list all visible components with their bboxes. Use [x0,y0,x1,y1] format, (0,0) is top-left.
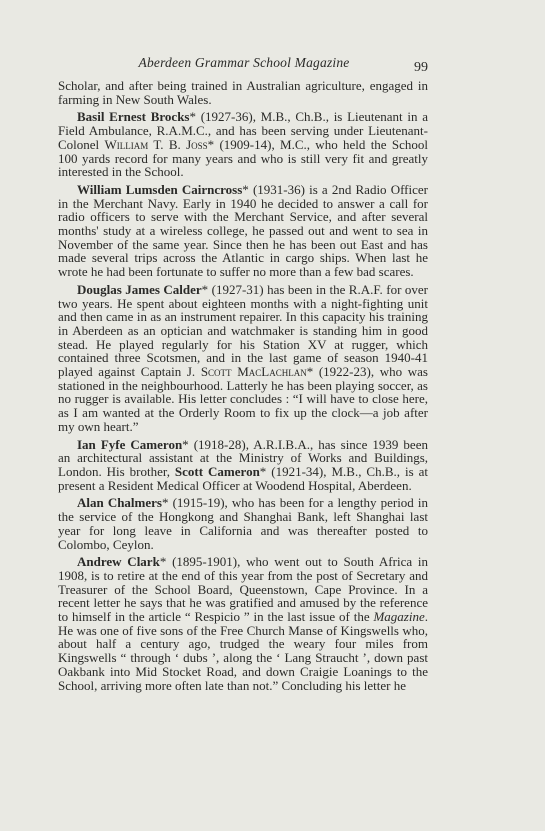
paragraph-text: . He was one of five sons of the Free Church Manse of Kingswells who, about half a century ago, trudged the weary four miles from Kingswells “ through ‘ dubs ’, along the ‘ Lang Straucht ’, down past Oakbank into Mid Stocket Road, and down Craigie Loanings to the School, arriving more often late than not.” Concluding his letter he [58,609,428,693]
paragraph-chalmers [58,496,428,551]
paragraph-text: Scholar, and after being trained in Australian agriculture, engaged in farming in New South Wales. [58,78,428,107]
paragraph-text: * (1918-28), A.R.I.B.A., has since 1939 been an architectural assistant at the Ministry of Works and Buildings, London. His brother, [58,436,428,479]
running-title: Aberdeen Grammar School Magazine [138,55,350,70]
paragraph-continuation [58,79,428,106]
person-name-small-caps: J. Scott MacLachlan [186,364,307,380]
paragraph-text: * (1895-1901), who went out to South Africa in 1908, is to retire at the end of this year from the post of Secretary and Treasurer of the School Board, Queenstown, Cape Province. In a recent letter he says that he was gratified and amused by the reference to himself in the article “ Respicio ” in the last issue of the [58,554,428,625]
paragraph-text: * (1927-31) has been in the R.A.F. for over two years. He spent about eighteen months with a night-fighting unit and then came in as an instrument repairer. In this capacity his training in Aberdeen as an optician and watchmaker is standing him in good stead. He played regularly for his Station XV at rugger, which contained three Scotsmen, and in the last game of season 1940-41 played against Captain [58,281,428,380]
paragraph-text: * (1915-19), who has been for a lengthy period in the service of the Hongkong and Shanghai Bank, left Shanghai last year for long leave in California and was thereafter posted to Colombo, Ceylon. [58,495,428,552]
paragraph-brocks [58,110,428,179]
publication-title: Magazine [373,609,425,625]
paragraph-calder [58,283,428,434]
person-name: William Lumsden Cairncross [77,181,243,197]
paragraph-text: * (1922-23), who was stationed in the neighbourhood. Latterly he has been playing soccer, as no rugger is available. His letter concludes : “I will have to close here, as I am wanted at the Orderly Room to fix up the clock—a job after my own heart.” [58,364,428,434]
paragraph-text: * (1927-36), M.B., Ch.B., is Lieutenant in a Field Ambulance, R.A.M.C., and has been serving under Lieutenant-Colonel [58,109,428,152]
person-name: Scott Cameron [174,463,260,479]
person-name: Ian Fyfe Cameron [77,436,183,452]
person-name: Basil Ernest Brocks [77,109,190,125]
paragraph-cameron [58,438,428,493]
page-number: 99 [414,60,428,75]
paragraph-cairncross [58,183,428,279]
person-name-small-caps: William T. B. Joss [104,136,208,152]
person-name: Andrew Clark [77,554,160,570]
paragraph-clark [58,555,428,692]
article-body [58,79,428,696]
person-name: Alan Chalmers [77,495,162,511]
paragraph-text: * (1931-36) is a 2nd Radio Officer in the Merchant Navy. Early in 1940 he decided to answer a call for radio officers to serve with the Merchant Service, and after several months' study at a wireless college, he passed out and went to sea in November of the same year. Since then he has been out East and has made several trips across the Atlantic in cargo ships. When last he wrote he had been fortunate to suffer no more than a few bad scares. [58,181,428,280]
paragraph-text: * (1909-14), M.C., who held the School 100 yards record for many years and who is still very fit and greatly interested in the School. [58,136,428,180]
paragraph-text: * (1921-34), M.B., Ch.B., is at present a Resident Medical Officer at Woodend Hospital, Aberdeen. [58,463,428,493]
person-name: Douglas James Calder [77,281,202,297]
